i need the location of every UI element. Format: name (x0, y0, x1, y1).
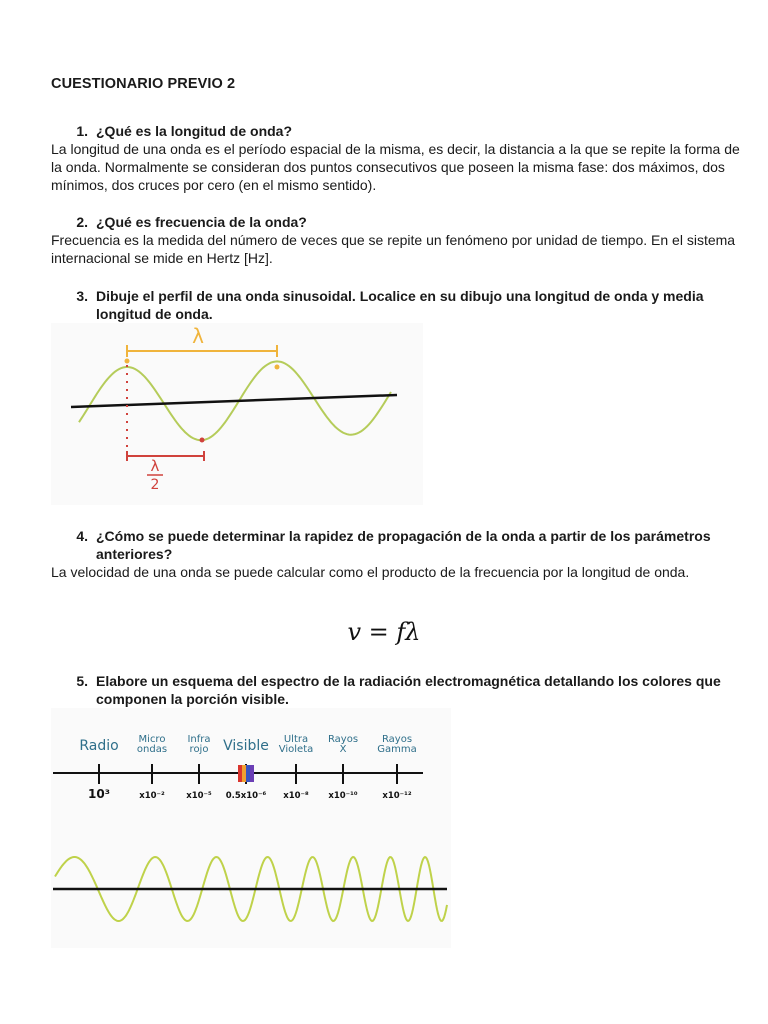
band-label: Rayos (327, 734, 359, 745)
question-2 (51, 213, 741, 267)
half-lambda-bracket (127, 451, 204, 461)
question-text: ¿Qué es la longitud de onda? (96, 123, 293, 139)
band-label: Rayos (381, 734, 413, 745)
question-text: ¿Cómo se puede determinar la rapidez de propagación de la onda a partir de los parámetros anteriores? (96, 528, 711, 562)
lambda-label: λ (192, 324, 204, 348)
question-3 (51, 287, 741, 323)
velocity-formula (0, 618, 768, 646)
band-wavelength-label: x10⁻⁸ (283, 791, 309, 801)
answer-text: Frecuencia es la medida del número de veces que se repite un fenómeno por unidad de tiempo. En el sistema internacional se mide en Hertz [Hz]. (51, 232, 736, 266)
band-wavelength-label: 10³ (88, 787, 110, 801)
formula-text: v = fλ (347, 618, 421, 646)
sine-wave-figure (51, 323, 423, 505)
crest-point (275, 365, 280, 370)
question-4 (51, 527, 741, 581)
band-label: Visible (223, 738, 269, 754)
question-number: 5. (76, 673, 88, 689)
spectrum-drawing (51, 708, 451, 948)
visible-color-band (246, 765, 250, 782)
half-lambda-numerator: λ (150, 457, 160, 475)
question-text: ¿Qué es frecuencia de la onda? (96, 214, 307, 230)
visible-color-band (238, 765, 242, 782)
band-label: Radio (79, 738, 119, 754)
visible-color-band (250, 765, 254, 782)
question-text: Dibuje el perfil de una onda sinusoidal. Localice en su dibujo una longitud de onda y media longitud de onda. (96, 288, 704, 322)
band-wavelength-label: x10⁻⁵ (186, 791, 212, 801)
question-number: 3. (76, 288, 88, 304)
sine-wave-drawing (51, 323, 423, 505)
band-wavelength-label: x10⁻¹⁰ (328, 791, 358, 801)
band-label: Micro (138, 734, 166, 745)
document-title: CUESTIONARIO PREVIO 2 (51, 76, 236, 92)
band-label: Ultra (283, 734, 309, 745)
band-label: Gamma (377, 744, 417, 755)
band-wavelength-label: 0.5x10⁻⁶ (225, 791, 267, 801)
answer-text: La longitud de una onda es el período espacial de la misma, es decir, la distancia a la que se repite la forma de la onda. Normalmente se consideran dos puntos consecutivos que poseen la misma fase: dos máximos, dos mínimos, dos cruces por cero (en el mismo sentido). (51, 141, 740, 193)
band-label: ondas (136, 744, 168, 755)
band-label: Violeta (278, 744, 314, 755)
visible-color-band (242, 765, 246, 782)
question-number: 4. (76, 528, 88, 544)
band-label: X (339, 744, 347, 755)
question-1 (51, 122, 741, 194)
question-text: Elabore un esquema del espectro de la radiación electromagnética detallando los colores que componen la porción visible. (96, 673, 721, 707)
question-number: 2. (76, 214, 88, 230)
trough-point (200, 438, 205, 443)
band-wavelength-label: x10⁻² (139, 791, 165, 801)
band-label: Infra (187, 734, 211, 745)
question-5 (51, 672, 741, 708)
band-wavelength-label: x10⁻¹² (382, 791, 412, 801)
question-number: 1. (76, 123, 88, 139)
spectrum-figure (51, 708, 451, 948)
wave-axis (71, 395, 397, 407)
half-lambda-denominator: 2 (150, 477, 160, 493)
crest-point (125, 359, 130, 364)
answer-text: La velocidad de una onda se puede calcular como el producto de la frecuencia por la longitud de onda. (51, 564, 690, 580)
band-label: rojo (189, 744, 209, 755)
